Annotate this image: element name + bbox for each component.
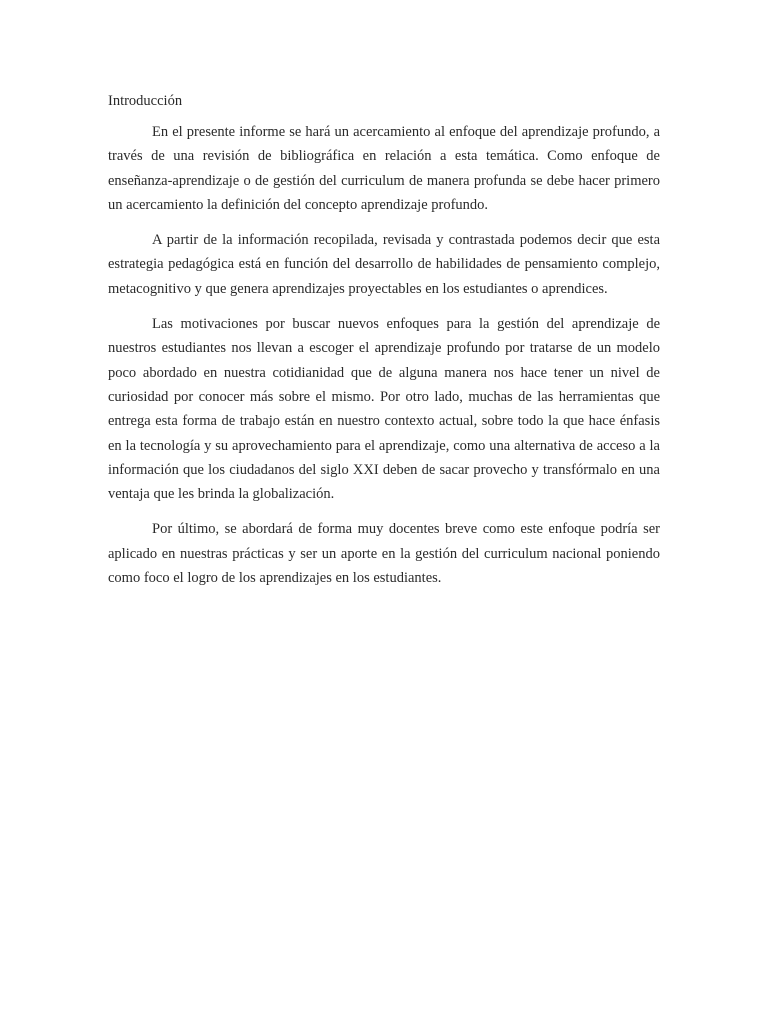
section-heading: Introducción xyxy=(108,93,183,109)
paragraph-3: Las motivaciones por buscar nuevos enfoques para la gestión del aprendizaje de nuestros estudiantes nos llevan a escoger el aprendizaje profundo por tratarse de un modelo poco abordado en nuestra cotidianidad que de alguna manera nos hace tener un nivel de curiosidad por conocer más sobre el mismo. Por otro lado, muchas de las herramientas que entrega esta forma de trabajo están en nuestro contexto actual, sobre todo la que hace énfasis en la tecnología y su aprovechamiento para el aprendizaje, como una alternativa de acceso a la información que los ciudadanos del siglo XXI deben de sacar provecho y transfórmalo en una ventaja que les brinda la globalización. xyxy=(108,316,660,503)
document-page xyxy=(108,88,660,601)
paragraph-1: En el presente informe se hará un acercamiento al enfoque del aprendizaje profundo, a través de una revisión de bibliográfica en relación a esta temática. Como enfoque de enseñanza-aprendizaje o de gestión del curriculum de manera profunda se debe hacer primero un acercamiento la definición del concepto aprendizaje profundo. xyxy=(108,124,660,213)
paragraph-2: A partir de la información recopilada, revisada y contrastada podemos decir que esta estrategia pedagógica está en función del desarrollo de habilidades de pensamiento complejo, metacognitivo y que genera aprendizajes proyectables en los estudiantes o aprendices. xyxy=(108,232,660,297)
paragraph-4: Por último, se abordará de forma muy docentes breve como este enfoque podría ser aplicado en nuestras prácticas y ser un aporte en la gestión del curriculum nacional poniendo como foco el logro de los aprendizajes en los estudiantes. xyxy=(108,521,660,587)
